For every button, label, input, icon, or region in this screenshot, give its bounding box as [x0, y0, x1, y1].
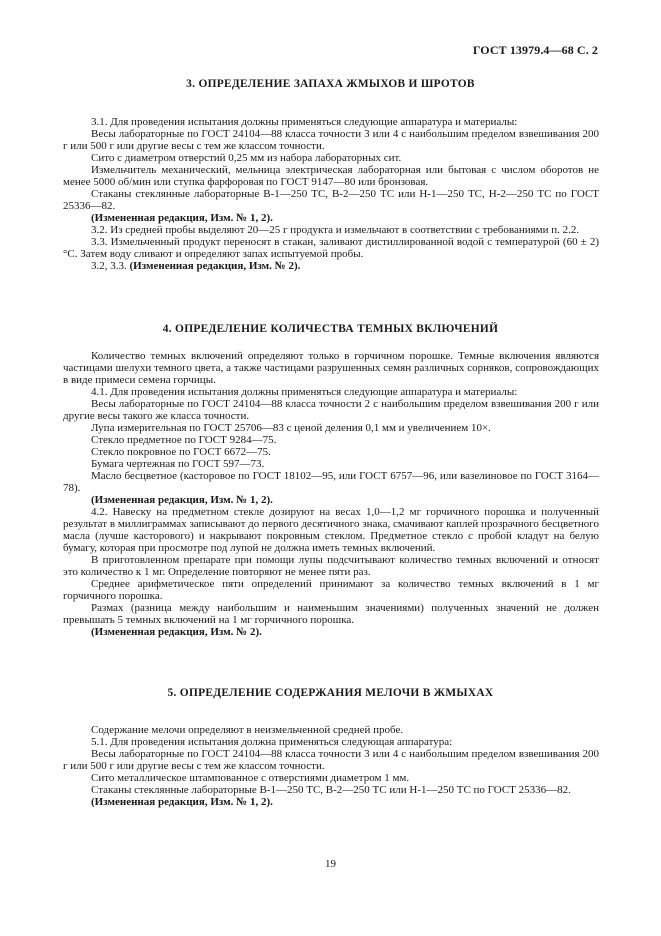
paragraph: Стекло покровное по ГОСТ 6672—75. [91, 446, 271, 458]
amendment-note [63, 260, 599, 272]
paragraph: Стаканы стеклянные лабораторные В-1—250 ТС, В-2—250 ТС или Н-1—250 ТС, Н-2—250 ТС по ГОСТ 25336—82. [63, 188, 599, 212]
paragraph: 3.3. Измельченный продукт переносят в стакан, заливают дистиллированной водой с температурой (60 ± 2) °С. Затем воду сливают и определяют запах испытуемой пробы. [63, 236, 599, 260]
running-header: ГОСТ 13979.4—68 С. 2 [472, 43, 598, 57]
amendment-note: (Измененная редакция, Изм. № 2). [91, 626, 262, 638]
paragraph: Среднее арифметическое пяти определений принимают за количество темных включений в 1 мг горчичного порошка. [63, 578, 599, 602]
paragraph: Измельчитель механический, мельница электрическая лабораторная или бытовая с числом оборотов не менее 5000 об/мин или ступка фарфоровая по ГОСТ 9147—80 или бронзовая. [63, 164, 599, 188]
paragraph: Стаканы стеклянные лабораторные В-1—250 ТС, В-2—250 ТС или Н-1—250 ТС по ГОСТ 25336—82. [91, 784, 571, 796]
paragraph: Бумага чертежная по ГОСТ 597—73. [91, 458, 265, 470]
paragraph: 5.1. Для проведения испытания должна применяться следующая аппаратура: [91, 736, 453, 748]
section-5-body [63, 724, 599, 808]
section-4-body [63, 350, 599, 638]
paragraph: Сито с диаметром отверстий 0,25 мм из набора лабораторных сит. [91, 152, 402, 164]
paragraph: Весы лабораторные по ГОСТ 24104—88 класса точности 2 с наибольшим пределом взвешивания 200 г или другие весы такого же класса точности. [63, 398, 599, 422]
paragraph: Масло бесцветное (касторовое по ГОСТ 18102—95, или ГОСТ 6757—96, или вазелиновое по ГОСТ 3164—78). [63, 470, 599, 494]
paragraph: Размах (разница между наибольшим и наименьшим значениями) полученных значений не должен превышать 5 темных включений на 1 мг горчичного порошка. [63, 602, 599, 626]
paragraph: 3.2. Из средней пробы выделяют 20—25 г продукта и измельчают в соответствии с требованиями п. 2.2. [91, 224, 580, 236]
page-number: 19 [325, 858, 336, 870]
paragraph: 4.2. Навеску на предметном стекле дозируют на весах 1,0—1,2 мг горчичного порошка и полученный результат в миллиграммах записывают до первого десятичного знака, смачивают каплей прозрачного бесцветного масла (лучше касторового) и накрывают покровным стеклом. Предметное стекло с пробой кладут на белую бумагу, которая при просмотре под лупой не должна иметь темных включений. [63, 506, 599, 554]
paragraph: 4.1. Для проведения испытания должны применяться следующие аппаратура и материалы: [91, 386, 518, 398]
amendment-note: (Измененная редакция, Изм. № 1, 2). [91, 796, 273, 808]
paragraph: 3.1. Для проведения испытания должны применяться следующие аппаратура и материалы: [91, 116, 518, 128]
paragraph: Количество темных включений определяют только в горчичном порошке. Темные включения являются частицами шелухи темного цвета, а также частицами разрушенных семян различных сорняков, сопровождающих в виде примеси семена горчицы. [63, 350, 599, 386]
paragraph: В приготовленном препарате при помощи лупы подсчитывают количество темных включений и относят это количество к 1 мг. Определение повторяют не менее пяти раз. [63, 554, 599, 578]
paragraph: Стекло предметное по ГОСТ 9284—75. [91, 434, 277, 446]
amendment-note: (Измененная редакция, Изм. № 1, 2). [91, 212, 273, 224]
paragraph: Весы лабораторные по ГОСТ 24104—88 класса точности 3 или 4 с наибольшим пределом взвешивания 200 г или 500 г или другие весы с тем же классом точности. [63, 128, 599, 152]
section-4-title: 4. ОПРЕДЕЛЕНИЕ КОЛИЧЕСТВА ТЕМНЫХ ВКЛЮЧЕНИЙ [162, 323, 499, 335]
amendment-text: (Измененная редакция, Изм. № 2). [129, 260, 301, 272]
amendment-prefix: 3.2, 3.3. [91, 260, 127, 272]
paragraph: Весы лабораторные по ГОСТ 24104—88 класса точности 3 или 4 с наибольшим пределом взвешивания 200 г или 500 г или другие весы с тем же классом точности. [63, 748, 599, 772]
section-3-body [63, 116, 599, 272]
paragraph: Сито металлическое штампованное с отверстиями диаметром 1 мм. [91, 772, 410, 784]
section-3-title: 3. ОПРЕДЕЛЕНИЕ ЗАПАХА ЖМЫХОВ И ШРОТОВ [186, 78, 475, 90]
amendment-note: (Измененная редакция, Изм. № 1, 2). [91, 494, 273, 506]
paragraph: Лупа измерительная по ГОСТ 25706—83 с ценой деления 0,1 мм и увеличением 10×. [91, 422, 491, 434]
section-5-title: 5. ОПРЕДЕЛЕНИЕ СОДЕРЖАНИЯ МЕЛОЧИ В ЖМЫХАХ [167, 687, 494, 699]
paragraph: Содержание мелочи определяют в неизмельченной средней пробе. [91, 724, 404, 736]
